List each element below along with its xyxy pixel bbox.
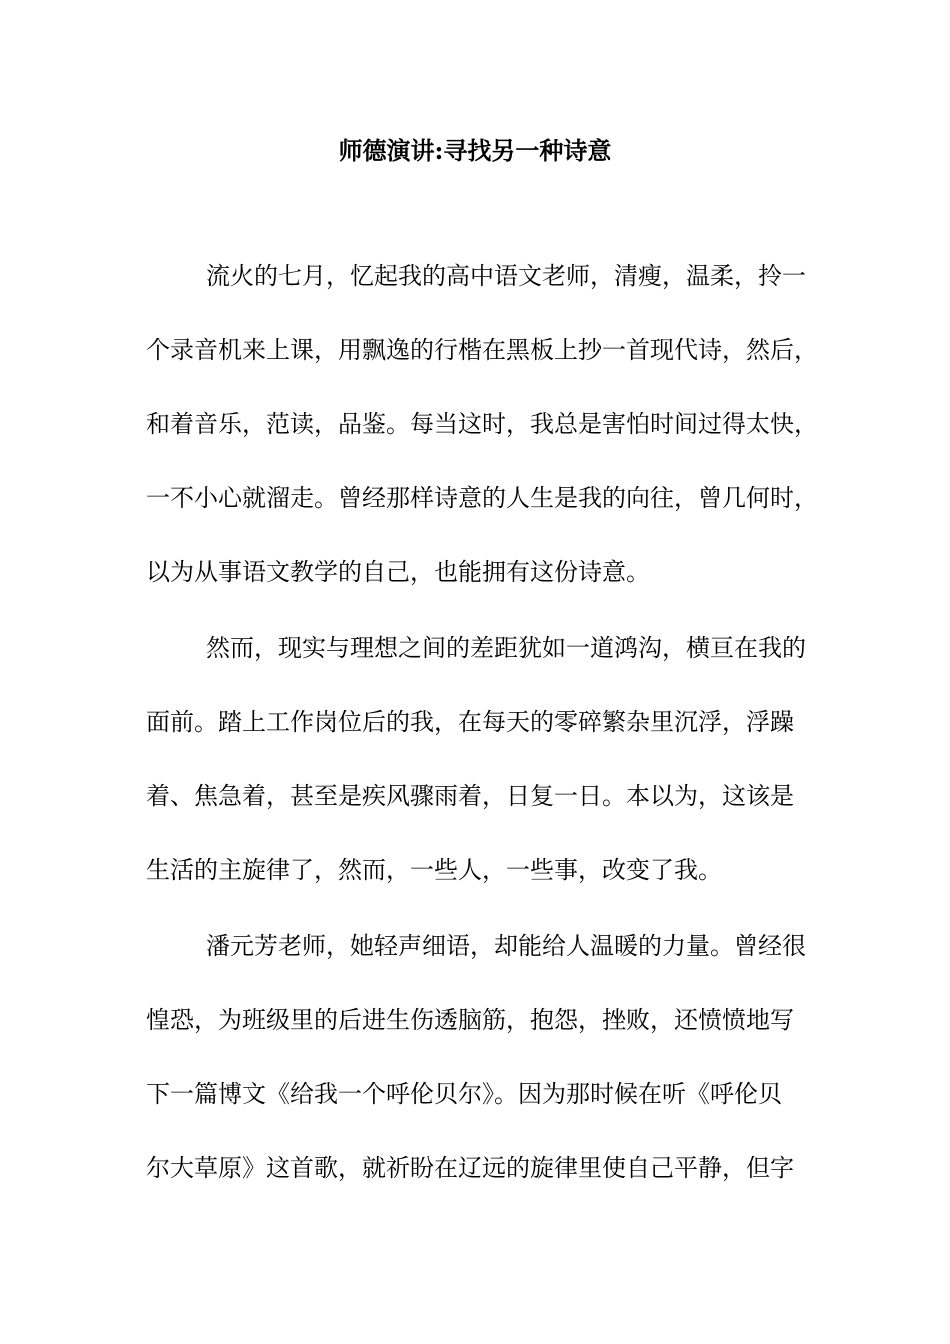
paragraph-1-line-4: 一不小心就溜走。曾经那样诗意的人生是我的向往，曾几何时，: [146, 484, 818, 512]
paragraph-1-line-5: 以为从事语文教学的自己，也能拥有这份诗意。: [146, 558, 650, 586]
paragraph-2-line-4: 生活的主旋律了，然而，一些人，一些事，改变了我。: [146, 856, 722, 884]
paragraph-3-line-1: 潘元芳老师，她轻声细语，却能给人温暖的力量。曾经很: [206, 932, 806, 960]
paragraph-3-line-3: 下一篇博文《给我一个呼伦贝尔》。因为那时候在听《呼伦贝: [146, 1080, 782, 1108]
paragraph-1-line-3: 和着音乐，范读，品鉴。每当这时，我总是害怕时间过得太快，: [146, 410, 818, 438]
document-title: 师德演讲:寻找另一种诗意: [338, 136, 612, 165]
paragraph-1-line-1: 流火的七月，忆起我的高中语文老师，清瘦，温柔，拎一: [206, 262, 806, 290]
paragraph-2-line-1: 然而，现实与理想之间的差距犹如一道鸿沟，横亘在我的: [206, 634, 806, 662]
paragraph-3-line-4: 尔大草原》这首歌，就祈盼在辽远的旋律里使自己平静，但字: [146, 1154, 794, 1182]
paragraph-1-line-2: 个录音机来上课，用飘逸的行楷在黑板上抄一首现代诗，然后，: [146, 336, 818, 364]
paragraph-3-line-2: 惶恐，为班级里的后进生伤透脑筋，抱怨，挫败，还愤愤地写: [146, 1006, 794, 1034]
paragraph-2-line-2: 面前。踏上工作岗位后的我，在每天的零碎繁杂里沉浮，浮躁: [146, 708, 794, 736]
paragraph-2-line-3: 着、焦急着，甚至是疾风骤雨着，日复一日。本以为，这该是: [146, 782, 794, 810]
